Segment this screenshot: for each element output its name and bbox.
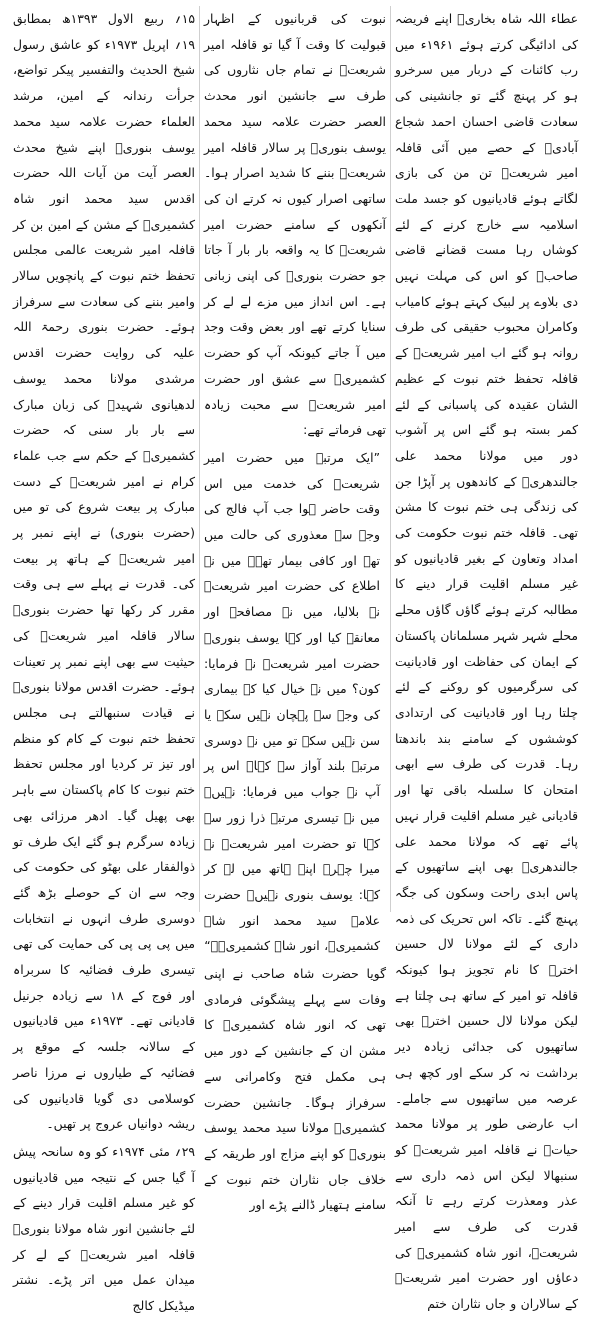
- column-left-paragraph-1: ۱۵؍ ربیع الاول ۱۳۹۳ھ بمطابق ۱۹؍ اپریل ۱۹۷۳ء کو عاشق رسول شیخ الحدیث والتفسیر پیکر تواضع، جرأت رندانہ کے امین، مرشد العلماء حضرت علامہ سید محمد یوسف بنوریؒ اپنے شیخ محدث العصر آیت من آیات اللہ حضرت اقدس سید محمد انور شاہ کشمیریؒ کے مشن کے امین بن کر قافلہ امیر شریعت عالمی مجلس تحفظ ختم نبوت کے پانچویں سالار وامیر بننے کی سعادت سے سرفراز ہوئے۔ حضرت بنوری رحمۃ اللہ علیہ کی روایت حضرت اقدس مرشدی مولانا محمد یوسف لدھیانوی شہیدؒ کی زبان مبارک سے بار بار سنی کہ حضرت کشمیریؒ کے حکم سے جب علماء کرام نے امیر شریعتؒ کے دست مبارک پر بیعت شروع کی تو میں (حضرت بنوری) نے اپنے نمبر پر امیر شریعتؒ کے ہاتھ پر بیعت کی۔ قدرت نے پہلے سے ہی وقت مقرر کر رکھا تھا حضرت بنوریؒ سالار قافلہ امیر شریعتؒ کی حیثیت سے بھی اپنے نمبر پر تعینات ہوئے۔ حضرت اقدس مولانا بنوریؒ نے قیادت سنبھالتے ہی مجلس تحفظ ختم نبوت کے کام کو منظم اور تیز تر کردیا اور مجلس تحفظ ختم نبوت کا کام پاکستان سے باہر بھی پھیل گیا۔ ادھر مرزائی بھی زیادہ سرگرم ہو گئے ایک طرف تو ذوالفقار علی بھٹو کی حکومت کی وجہ سے ان کے حوصلے بڑھ گئے دوسری طرف انہوں نے انتخابات میں پی پی پی کی حمایت کی تھی تیسری طرف فضائیہ کا سربراہ اور فوج کے ۱۸ سے زیادہ جرنیل قادیانی تھے۔ ۱۹۷۳ء میں قادیانیوں کے سالانہ جلسہ کے موقع پر فضائیہ کے طیاروں نے مرزا ناصر کوسلامی دی گویا قادیانیوں کی ریشہ دوانیاں عروج پر تھیں۔: [13, 11, 195, 1132]
- text-column-middle: [200, 6, 391, 1213]
- column-middle-paragraph-3: گویا حضرت شاہ صاحب نے اپنی وفات سے پہلے پیشگوئی فرمادی تھی کہ انور شاہ کشمیریؒ کا مشن ان کے جانشین کے دور میں ہی مکمل فتح وکامرانی سے سرفراز ہوگا۔ جانشین حضرت کشمیریؒ مولانا سید محمد یوسف بنوریؒ کو اپنے مزاج اور طریقہ کے خلاف جاں نثاران ختم نبوت کے سامنے ہتھیار ڈالنے پڑے اور: [204, 966, 386, 1213]
- column-left-paragraph-2: ۲۹؍ مئی ۱۹۷۴ء کو وہ سانحہ پیش آ گیا جس کے نتیجہ میں قادیانیوں کو غیر مسلم اقلیت قرار دینے کے لئے جانشین انور شاہ مولانا بنوریؒ قافلہ امیر شریعتؒ کے لے کر میدان عمل میں اتر پڑے۔ نشتر میڈیکل کالج: [13, 1143, 195, 1314]
- column-right-paragraph-1: عطاء اللہ شاہ بخاریؒ اپنے فریضہ کی ادائیگی کرتے ہوئے ۱۹۶۱ء میں رب کائنات کے دربار میں سرخرو ہو کر پہنچ گئے تو جانشینی کی سعادت قاضی احسان احمد شجاع آبادیؒ کے حصے میں آئی قافلہ امیر شریعتؒ تن من کی بازی لگاتے ہوئے قادیانیوں کو جسد ملت اسلامیہ سے خارج کرنے کے لئے کوشاں رہا مست قضانے قاضی صاحبؒ کو اس کی مہلت نہیں دی بلاوے پر لبیک کہتے ہوئے کامیاب وکامران محبوب حقیقی کی طرف روانہ ہو گئے اب امیر شریعتؒ کے قافلہ تحفظ ختم نبوت کے عظیم الشان عقیدہ کی پاسبانی کے لئے کمر بستہ ہو گئے اس پر آشوب دور میں مولانا محمد علی جالندھریؒ کے کاندھوں پر آپڑا جن کی زندگی ہی ختم نبوت کا مشن تھی۔ قافلہ ختم نبوت حکومت کی امداد وتعاون کے بغیر قادیانیوں کو غیر مسلم اقلیت قرار دینے کا مطالبہ کرتے ہوئے گاؤں گاؤں محلے محلے شہر شہر مسلمانان پاکستان کے ایمان کی حفاظت اور قادیانیت کی سرگرمیوں کو روکنے کے لئے چلتا رہا اور قادیانیت کی ارتدادی کوششوں کے سامنے بند باندھتا رہا۔ قدرت کی طرف سے ابھی امتحان کا سلسلہ باقی تھا اور قادیانی غیر مسلم اقلیت قرار نہیں پائے تھے کہ مولانا محمد علی جالندھریؒ بھی اپنے ساتھیوں کے پاس ابدی راحت وسکون کی جگہ پہنچ گئے۔ تاکہ اس تحریک کی ذمہ داری کے لئے مولانا لال حسین اخترؒ کا نام تجویز ہوا کیونکہ قافلہ تو امیر کے ساتھ ہی چلتا ہے لیکن مولانا لال حسین اخترؒ بھی ساتھیوں کی جدائی زیادہ دیر برداشت نہ کر سکے اور کچھ ہی عرصہ میں ساتھیوں سے جاملے۔ اب عارضی طور پر مولانا محمد حیاتؒ نے قافلہ امیر شریعتؒ کو سنبھالا لیکن اس ذمہ داری سے عذر ومعذرت کرتے رہے تا آنکہ قدرت کی طرف سے امیر شریعتؒ، انور شاہ کشمیریؒ کی دعاؤں اور حضرت امیر شریعتؒ کے سالاران و جاں نثاران ختم: [395, 11, 578, 1312]
- text-column-right: [391, 6, 582, 1312]
- column-middle-quote: ”ایک مرتبہ میں حضرت امیر شریعتؒ کی خدمت میں اس وقت حاضر ہوا جب آپ فالج کی وجہ سے معذوری کی حالت میں تھے اور کافی بیمار تھے۔ میں نے اطلاع کی حضرت امیر شریعتؒ نے بلالیا، میں نے مصافحہ اور معانقہ کیا اور کہا یوسف بنوریؒ حضرت امیر شریعتؒ نے فرمایا: کون؟ میں نے خیال کیا کہ بیماری کی وجہ سے پہچان نہیں سکے یا سن نہیں سکے تو میں نے دوسری مرتبہ بلند آواز سے کہا۔ اس پر آپ نے جواب میں فرمایا: نہیں۔ میں نے تیسری مرتبہ ذرا زور سے کہا تو حضرت امیر شریعتؒ نے میرا چہرہ اپنے ہاتھ میں لے کر کہا: یوسف بنوری نہیں۔ حضرت علامہ سید محمد انور شاہ کشمیریؒ، انور شاہ کشمیریؒ۔“: [204, 449, 380, 954]
- text-column-left: [9, 6, 200, 1314]
- column-middle-paragraph-1: نبوت کی قربانیوں کے اظہار قبولیت کا وقت آ گیا تو قافلہ امیر شریعتؒ نے تمام جاں نثاروں کی طرف سے جانشین انور محدث العصر حضرت علامہ سید محمد یوسف بنوریؒ پر سالار قافلہ امیر شریعتؒ بننے کا شدید اصرار ہوا۔ ساتھی اصرار کیوں نہ کرتے ان کی آنکھوں کے سامنے حضرت امیر شریعتؒ کا یہ واقعہ بار بار آ جاتا جو حضرت بنوریؒ کی اپنی زبانی ہے۔ اس انداز میں مزے لے لے کر سنایا کرتے تھے اور بعض وقت وجد میں آ جاتے کیونکہ آپ کو حضرت کشمیریؒ سے عشق اور حضرت امیر شریعتؒ سے محبت زیادہ تھی فرماتے تھے:: [204, 11, 386, 438]
